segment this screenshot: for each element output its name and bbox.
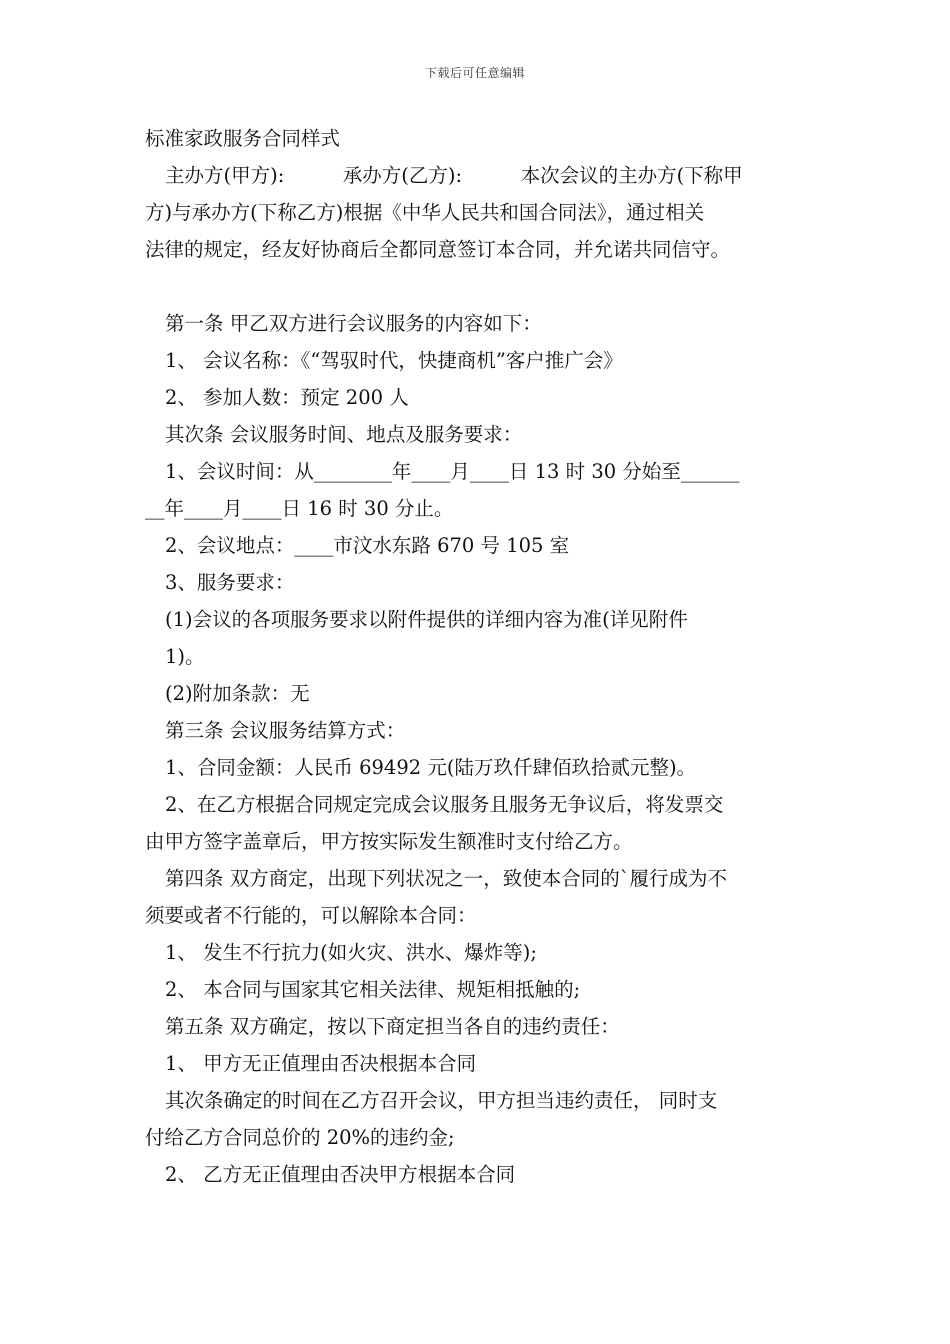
article5-item-1: 1、 甲方无正值理由否决根据本合同 <box>165 1052 477 1075</box>
intro-line-1: 主办方(甲方): 承办方(乙方): 本次会议的主办方(下称甲 <box>165 164 743 187</box>
article5-item-2: 2、 乙方无正值理由否决甲方根据本合同 <box>165 1163 516 1186</box>
article1-item-1: 1、 会议名称：《“驾驭时代，快捷商机”客户推广会》 <box>165 349 623 372</box>
article2-service-1b: 1)。 <box>165 645 205 668</box>
article1-item-2: 2、 参加人数：预定 200 人 <box>165 386 409 409</box>
article5-heading: 第五条 双方确定，按以下商定担当各自的违约责任： <box>165 1015 620 1038</box>
page-header: 下载后可任意编辑 <box>424 66 525 80</box>
article4-item-1: 1、 发生不行抗力(如火灾、洪水、爆炸等); <box>165 941 537 964</box>
article3-heading: 第三条 会议服务结算方式： <box>165 719 406 742</box>
intro-line-3: 法律的规定，经友好协商后全都同意签订本合同，并允诺共同信守。 <box>145 238 731 261</box>
article4-heading-b: 须要或者不行能的，可以解除本合同： <box>145 904 477 927</box>
article4-item-2: 2、 本合同与国家其它相关法律、规矩相抵触的; <box>165 978 581 1001</box>
article5-item-1-cont-a: 其次条确定的时间在乙方召开会议，甲方担当违约责任， 同时支 <box>165 1089 718 1112</box>
document-body <box>145 120 810 1193</box>
article2-service-1a: (1)会议的各项服务要求以附件提供的详细内容为准(详见附件 <box>165 608 688 631</box>
article1-heading: 第一条 甲乙双方进行会议服务的内容如下： <box>165 312 542 335</box>
intro-line-2: 方)与承办方(下称乙方)根据《中华人民共和国合同法》，通过相关 <box>145 201 705 224</box>
article2-service-heading: 3、服务要求： <box>165 571 295 594</box>
article2-location: 2、会议地点：____市汶水东路 670 号 105 室 <box>165 534 570 557</box>
article2-service-2: (2)附加条款：无 <box>165 682 310 705</box>
article5-item-1-cont-b: 付给乙方合同总价的 20%的违约金; <box>145 1126 455 1149</box>
article3-amount: 1、合同金额：人民币 69492 元(陆万玖仟肆佰玖拾贰元整)。 <box>165 756 697 779</box>
article3-payment-a: 2、在乙方根据合同规定完成会议服务且服务无争议后，将发票交 <box>165 793 724 816</box>
paragraph-gap <box>145 268 810 305</box>
article2-heading: 其次条 会议服务时间、地点及服务要求： <box>165 423 523 446</box>
document-title: 标准家政服务合同样式 <box>145 127 341 150</box>
article3-payment-b: 由甲方签字盖章后，甲方按实际发生额准时支付给乙方。 <box>145 830 633 853</box>
article2-time-line-1: 1、会议时间：从________年____月____日 13 时 30 分始至______ <box>165 460 740 483</box>
article2-time-line-2: __年____月____日 16 时 30 分止。 <box>145 497 454 520</box>
article4-heading-a: 第四条 双方商定，出现下列状况之一，致使本合同的`履行成为不 <box>165 867 727 890</box>
